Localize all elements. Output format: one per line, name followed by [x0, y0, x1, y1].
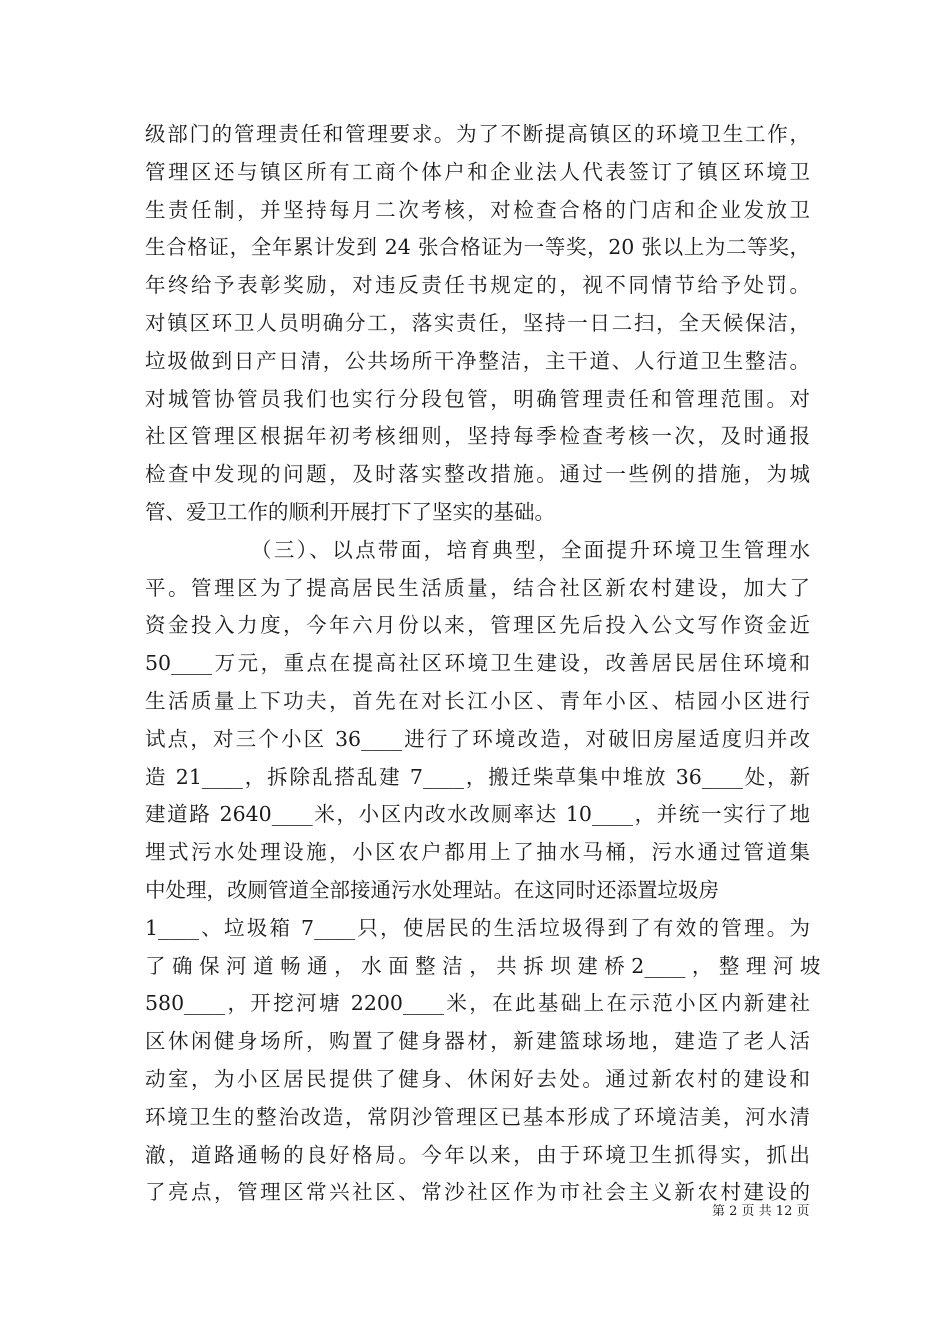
text-line: 资金投入力度，今年六月份以来，管理区先后投入公文写作资金近: [145, 613, 810, 638]
text-line: 建道路 2640____米，小区内改水改厕率达 10____，并统一实行了地: [145, 802, 810, 827]
text-line: 生责任制，并坚持每月二次考核，对检查合格的门店和企业发放卫: [145, 197, 810, 222]
text-line: 动室，为小区居民提供了健身、休闲好去处。通过新农村的建设和: [145, 1066, 810, 1091]
text-line: 50____万元，重点在提高社区环境卫生建设，改善居民居住环境和: [145, 651, 810, 676]
document-body: [145, 116, 821, 1212]
text-line: 1____、垃圾箱 7____只，使居民的生活垃圾得到了有效的管理。为: [145, 915, 810, 940]
text-line: 生活质量上下功夫，首先在对长江小区、青年小区、桔园小区进行: [145, 688, 810, 713]
text-line: 澈，道路通畅的良好格局。今年以来，由于环境卫生抓得实，抓出: [145, 1142, 810, 1167]
text-line: 平。管理区为了提高居民生活质量，结合社区新农村建设，加大了: [145, 575, 810, 600]
text-line: 环境卫生的整治改造，常阴沙管理区已基本形成了环境洁美，河水清: [145, 1104, 810, 1129]
text-line: 检查中发现的问题，及时落实整改措施。通过一些例的措施，为城: [145, 462, 810, 487]
text-line: 社区管理区根据年初考核细则，坚持每季检查考核一次，及时通报: [145, 424, 810, 449]
page-number: 第 2 页 共 12 页: [712, 1204, 810, 1219]
text-line: 区休闲健身场所，购置了健身器材，新建篮球场地，建造了老人活: [145, 1029, 810, 1054]
text-line: 造 21____，拆除乱搭乱建 7____，搬迁柴草集中堆放 36____处，新: [145, 764, 810, 789]
text-line: 了 确 保 河 道 畅 通 ， 水 面 整 洁 ， 共 拆 坝 建 桥 2____ ， 整 理 河 坡: [145, 953, 821, 978]
text-line: 对镇区环卫人员明确分工，落实责任，坚持一日二扫，全天候保洁，: [145, 310, 810, 335]
text-line: 对城管协管员我们也实行分段包管，明确管理责任和管理范围。对: [145, 386, 810, 411]
text-line: 了亮点，管理区常兴社区、常沙社区作为市社会主义新农村建设的: [145, 1180, 810, 1205]
text-line: 中处理，改厕管道全部接通污水处理站。在这同时还添置垃圾房: [145, 877, 719, 902]
text-line: 生合格证，全年累计发到 24 张合格证为一等奖，20 张以上为二等奖，: [145, 235, 810, 260]
text-line: 年终给予表彰奖励，对违反责任书规定的，视不同情节给予处罚。: [145, 273, 810, 298]
text-line: 580____，开挖河塘 2200____米，在此基础上在示范小区内新建社: [145, 991, 810, 1016]
section-heading-line: （三）、以点带面，培育典型，全面提升环境卫生管理水: [251, 537, 810, 562]
text-line: 试点，对三个小区 36____进行了环境改造，对破旧房屋适度归并改: [145, 726, 810, 751]
text-line: 管、爱卫工作的顺利开展打下了坚实的基础。: [145, 499, 555, 524]
text-line: 垃圾做到日产日清，公共场所干净整洁，主干道、人行道卫生整洁。: [145, 348, 810, 373]
text-line: 级部门的管理责任和管理要求。为了不断提高镇区的环境卫生工作，: [145, 122, 810, 146]
text-line: 管理区还与镇区所有工商个体户和企业法人代表签订了镇区环境卫: [145, 159, 810, 184]
text-line: 埋式污水处理设施，小区农户都用上了抽水马桶，污水通过管道集: [145, 840, 810, 865]
